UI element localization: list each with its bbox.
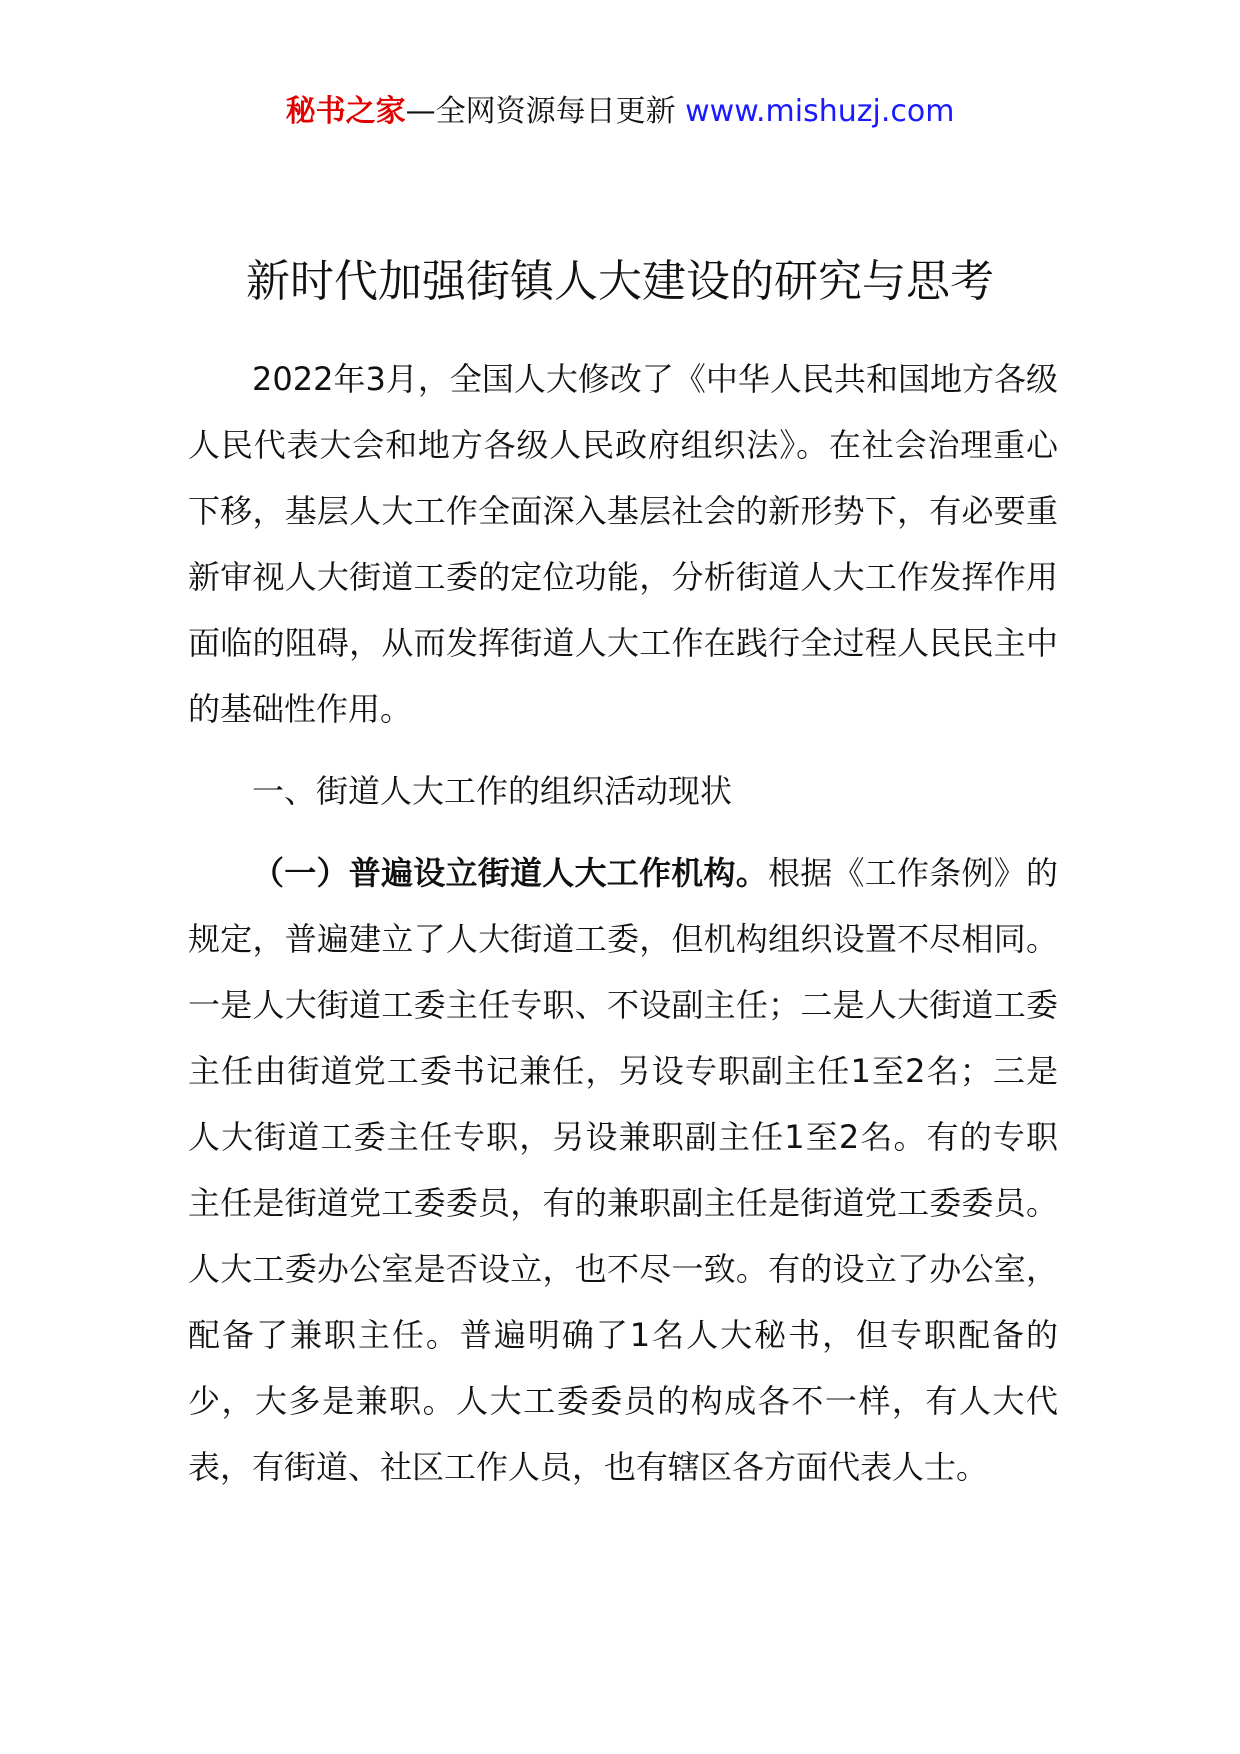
document-title: 新时代加强街镇人大建设的研究与思考 <box>246 256 994 307</box>
site-url-link[interactable]: www.mishuzj.com <box>685 94 955 129</box>
section-heading: 一、街道人大工作的组织活动现状 <box>252 772 733 810</box>
subsection-lead: （一）普遍设立街道人大工作机构。 <box>252 854 768 892</box>
site-header <box>0 92 1240 132</box>
intro-paragraph: 2022年3月，全国人大修改了《中华人民共和国地方各级人民代表大会和地方各级人民政府组织法》。在社会治理重心下移，基层人大工作全面深入基层社会的新形势下，有必要重新审视人大街道工委的定位功能，分析街道人大工作发挥作用面临的阻碍，从而发挥街道人大工作在践行全过程人民民主中的基础性作用。 <box>188 360 1058 728</box>
site-slogan: —全网资源每日更新 <box>405 94 686 129</box>
subsection-body: 根据《工作条例》的规定，普遍建立了人大街道工委，但机构组织设置不尽相同。一是人大街道工委主任专职、不设副主任；二是人大街道工委主任由街道党工委书记兼任，另设专职副主任1至2名；三是人大街道工委主任专职，另设兼职副主任1至2名。有的专职主任是街道党工委委员，有的兼职副主任是街道党工委委员。人大工委办公室是否设立，也不尽一致。有的设立了办公室，配备了兼职主任。普遍明确了1名人大秘书，但专职配备的少，大多是兼职。人大工委委员的构成各不一样，有人大代表，有街道、社区工作人员，也有辖区各方面代表人士。 <box>188 854 1058 1486</box>
subsection-paragraph <box>188 840 1058 1500</box>
document-body <box>188 346 1058 1500</box>
site-brand: 秘书之家 <box>285 94 406 129</box>
